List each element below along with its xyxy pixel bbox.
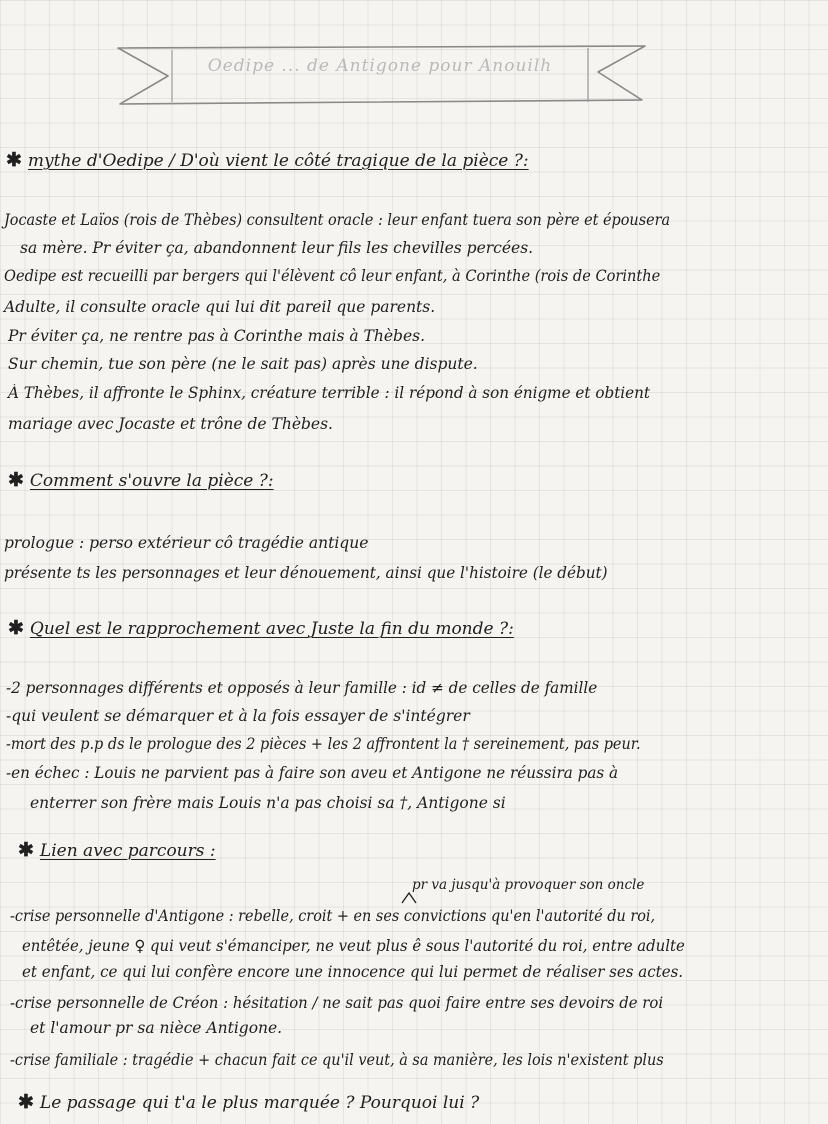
section-heading-passage: ✱ Le passage qui t'a le plus marquée ? Pourquoi lui ? — [18, 1091, 480, 1113]
insertion-note: pr va jusqu'à provoquer son oncle — [412, 877, 645, 893]
text-line: et l'amour pr sa nièce Antigone. — [30, 1019, 283, 1037]
text-line: Jocaste et Laïos (rois de Thèbes) consultent oracle : leur enfant tuera son père et épousera — [4, 211, 671, 229]
text-line: entêtée, jeune ♀ qui veut s'émanciper, ne veut plus ê sous l'autorité du roi, entre adulte — [22, 937, 685, 955]
text-line: À Thèbes, il affronte le Sphinx, créature terrible : il répond à son énigme et obtient — [8, 384, 651, 402]
star-bullet-icon: ✱ — [8, 617, 24, 639]
text-line: -crise personnelle de Créon : hésitation / ne sait pas quoi faire entre ses devoirs de roi — [10, 994, 664, 1012]
text-line: et enfant, ce qui lui confère encore une innocence qui lui permet de réaliser ses actes. — [22, 963, 684, 981]
text-line: prologue : perso extérieur cô tragédie antique — [4, 534, 369, 552]
text-line: -crise familiale : tragédie + chacun fait ce qu'il veut, à sa manière, les lois n'existent plus — [10, 1051, 664, 1069]
section-heading-mythe: ✱ mythe d'Oedipe / D'où vient le côté tragique de la pièce ?: — [6, 149, 529, 171]
page-title: Oedipe ... de Antigone pour Anouilh — [207, 56, 553, 76]
text-line: Oedipe est recueilli par bergers qui l'élèvent cô leur enfant, à Corinthe (rois de Corinthe — [4, 267, 661, 285]
text-line: -qui veulent se démarquer et à la fois essayer de s'intégrer — [6, 707, 470, 725]
section-heading-rapprochement: ✱ Quel est le rapprochement avec Juste la fin du monde ?: — [8, 617, 514, 639]
text-line: -2 personnages différents et opposés à leur famille : id ≠ de celles de famille — [6, 679, 598, 697]
text-line: Pr éviter ça, ne rentre pas à Corinthe mais à Thèbes. — [8, 327, 426, 345]
section-heading-parcours: ✱ Lien avec parcours : — [18, 839, 216, 861]
insertion-caret-icon — [400, 891, 418, 905]
text-line: -crise personnelle d'Antigone : rebelle, croit + en ses convictions qu'en l'autorité du roi, — [10, 907, 656, 925]
section-heading-ouverture: ✱ Comment s'ouvre la pièce ?: — [8, 469, 274, 491]
text-line: enterrer son frère mais Louis n'a pas choisi sa †, Antigone si — [30, 794, 506, 812]
text-line: -mort des p.p ds le prologue des 2 pièces + les 2 affrontent la † sereinement, pas peur. — [6, 735, 641, 753]
text-line: Adulte, il consulte oracle qui lui dit pareil que parents. — [4, 298, 436, 316]
title-banner — [110, 28, 650, 108]
text-line: sa mère. Pr éviter ça, abandonnent leur fils les chevilles percées. — [20, 239, 534, 257]
text-line: -en échec : Louis ne parvient pas à faire son aveu et Antigone ne réussira pas à — [6, 764, 619, 782]
star-bullet-icon: ✱ — [6, 149, 22, 171]
text-line: mariage avec Jocaste et trône de Thèbes. — [8, 415, 333, 433]
text-line: Sur chemin, tue son père (ne le sait pas) après une dispute. — [8, 355, 478, 373]
star-bullet-icon: ✱ — [18, 839, 34, 861]
text-line: présente ts les personnages et leur dénouement, ainsi que l'histoire (le début) — [4, 564, 608, 582]
star-bullet-icon: ✱ — [8, 469, 24, 491]
star-bullet-icon: ✱ — [18, 1091, 34, 1113]
